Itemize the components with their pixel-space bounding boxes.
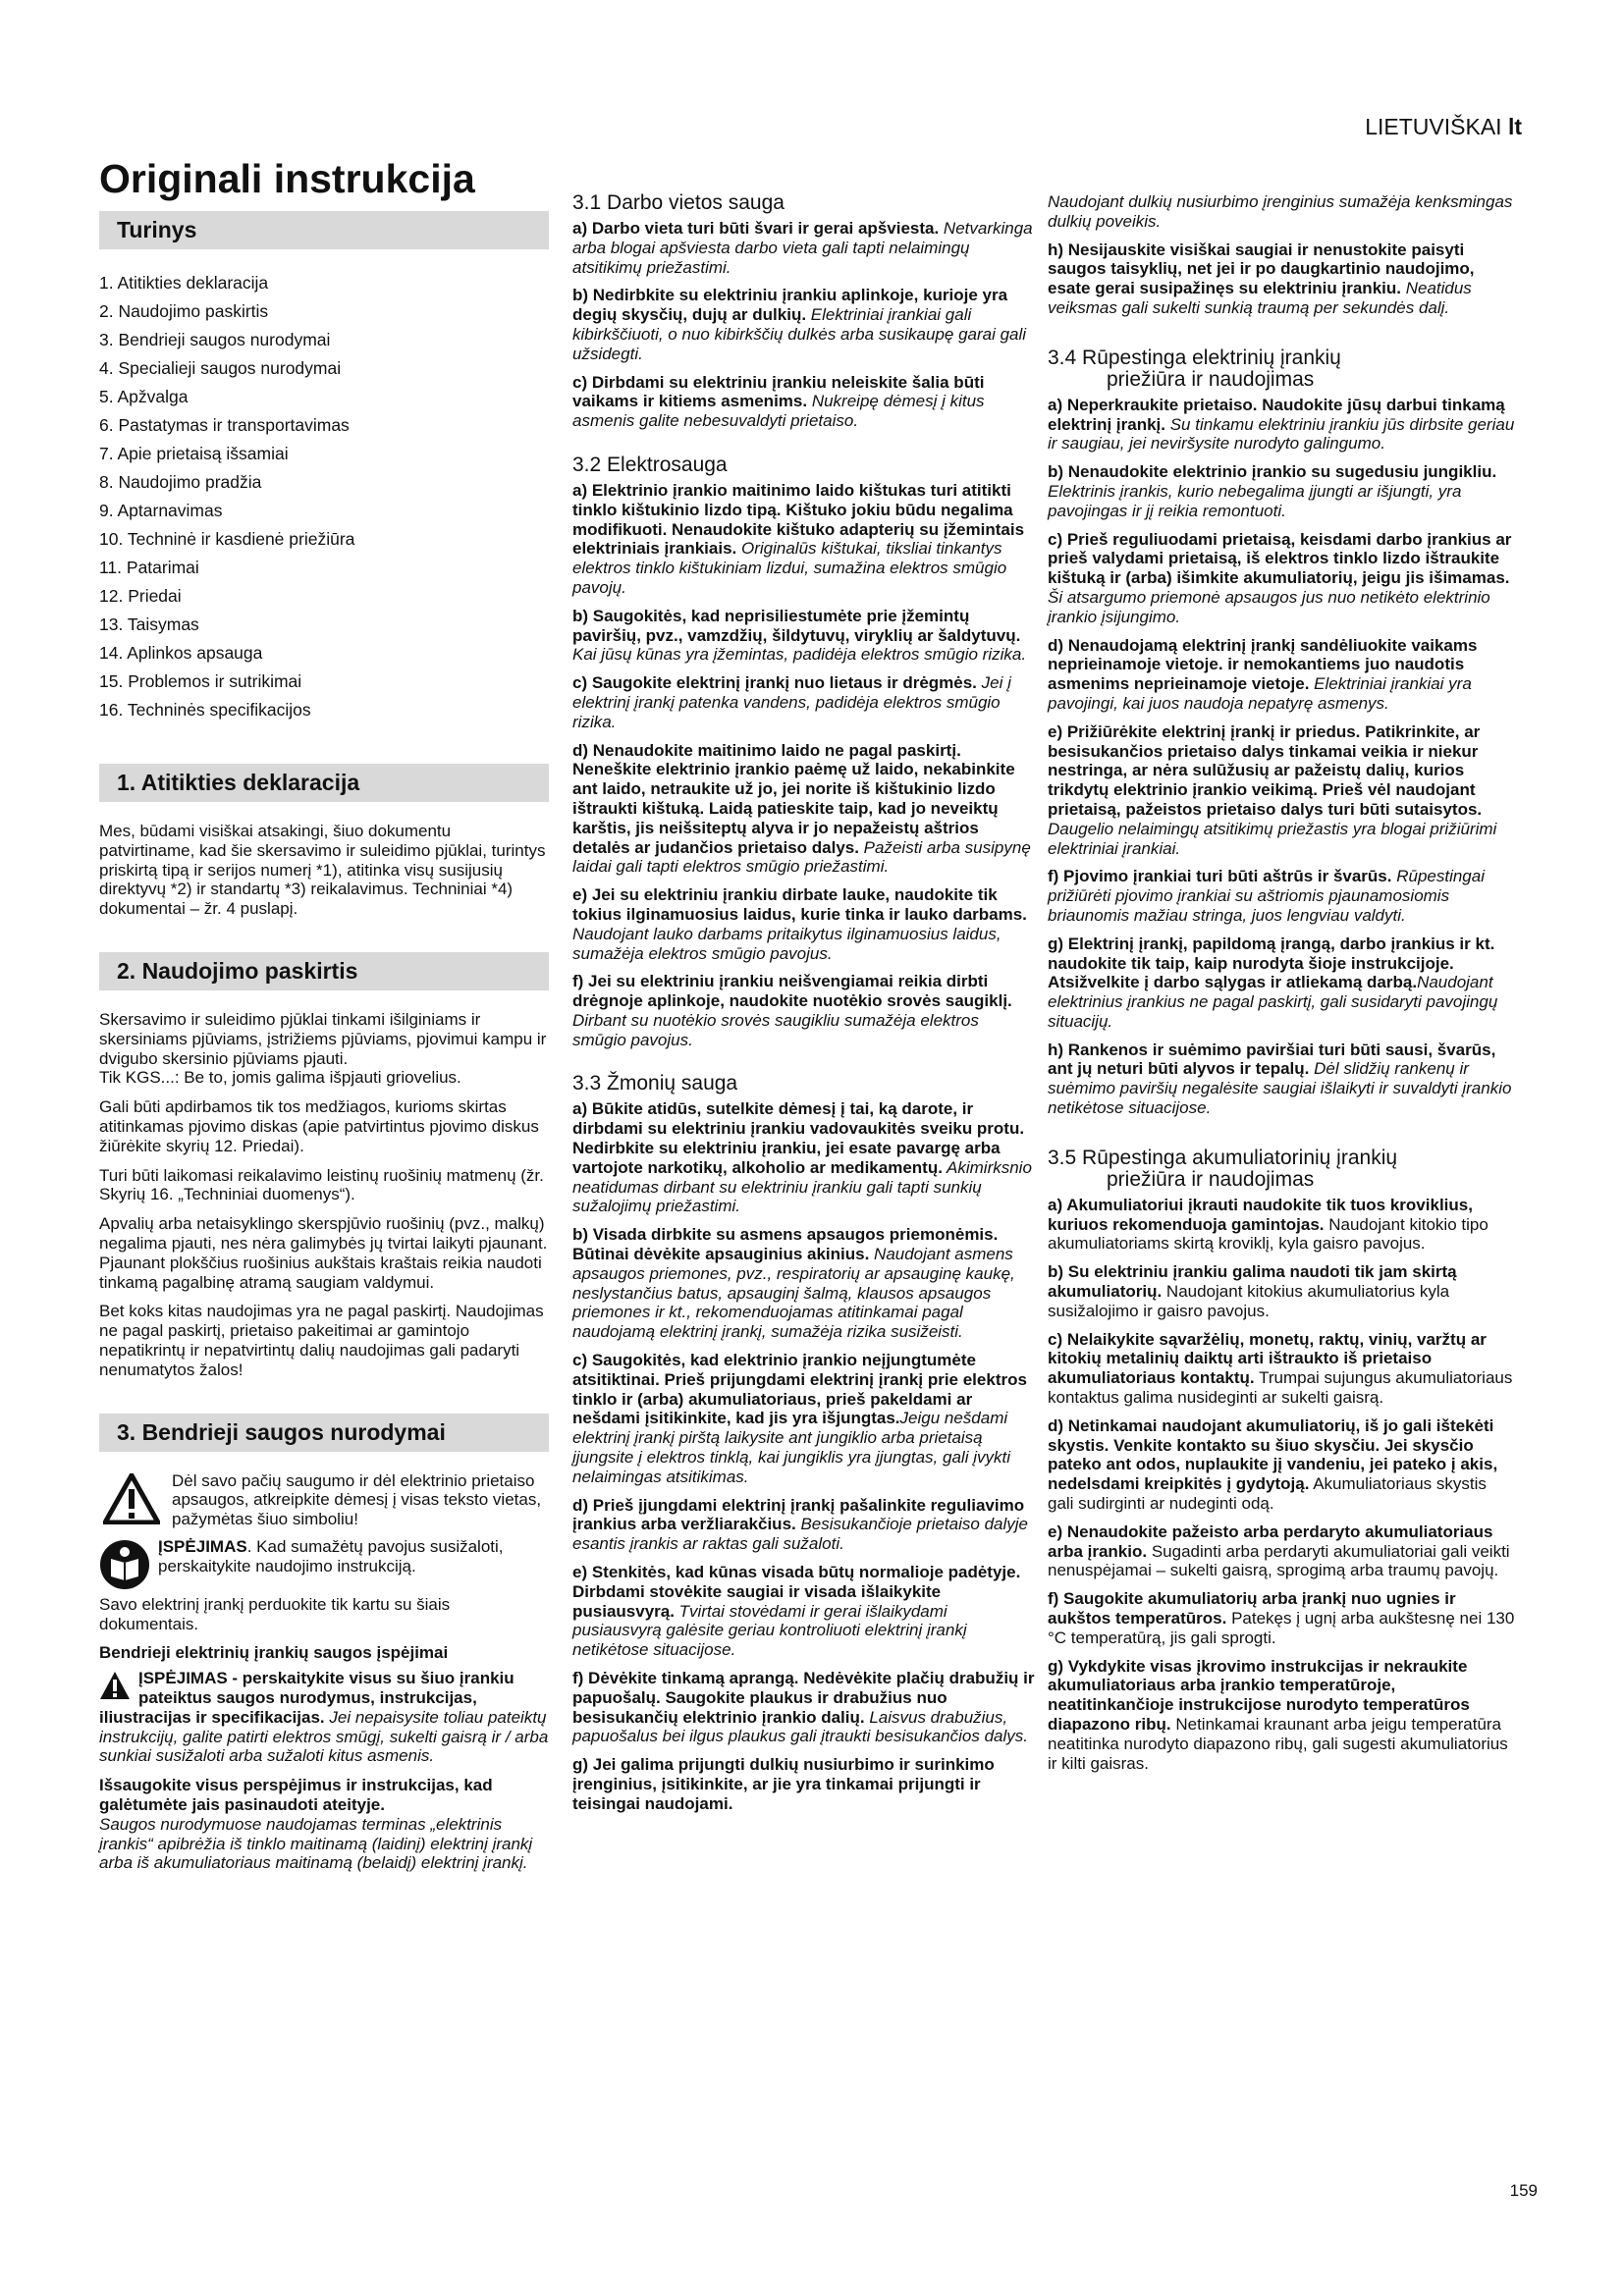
toc-item[interactable]: 16. Techninės specifikacijos <box>99 700 311 721</box>
rule-item: b) Visada dirbkite su asmens apsaugos priemonėmis. Būtinai dėvėkite apsauginius akinius. Naudojant asmens apsaugos priemones, pvz., respiratorių ar apsauginę kaukę, neslystančius batus, apsauginį šalmą, klausos apsaugos priemones ir kt., rekomenduojamas atitinkamai pagal naudojamą elektrinį įrankį, sumažėja rizika susižeisti. <box>572 1225 1015 1342</box>
rule-item: d) Nenaudojamą elektrinį įrankį sandėliuokite vaikams neprieinamoje vietoje. ir nemokantiems juo naudotis asmenims neprieinamoje vietoje. Elektriniai įrankiai yra pavojingi, kai juos naudoja nepatyrę asmenys. <box>1048 635 1478 713</box>
rule-item: h) Rankenos ir suėmimo paviršiai turi būti sausi, švarūs, ant jų neturi būti alyvos ir tepalų. Dėl slidžių rankenų ir suėmimo paviršių negalėsite saugiai išlaikyti ir suvaldyti įrankio netikėtose situacijose. <box>1048 1040 1512 1118</box>
section-3-3-heading: 3.3 Žmonių sauga <box>572 1072 738 1095</box>
read-manual-icon <box>99 1539 150 1595</box>
rule-item: a) Neperkraukite prietaiso. Naudokite jūsų darbui tinkamą elektrinį įrankį. Su tinkamu elektriniu įrankiu jūs dirbsite geriau ir saugiau, jei neviršysite nurodyto galingumo. <box>1048 395 1515 454</box>
rule-item: f) Jei su elektriniu įrankiu neišvengiamai reikia dirbti drėgnoje aplinkoje, naudokite nuotėkio srovės saugiklį. Dirbant su nuotėkio srovės saugikliu sumažėja elektros smūgio pavojus. <box>572 972 1012 1049</box>
section-3-paragraph: Savo elektrinį įrankį perduokite tik kartu su šiais dokumentais. <box>99 1594 451 1633</box>
rule-item: c) Saugokite elektrinį įrankį nuo lietaus ir drėgmės. Jei į elektrinį įrankį patenka vandens, padidėja elektros smūgio rizika. <box>572 673 1011 731</box>
rule-item: a) Darbo vieta turi būti švari ir gerai apšviesta. Netvarkinga arba blogai apšviesta darbo vieta gali tapti nelaimingų atsitikimų priežastimi. <box>572 219 1033 277</box>
rule-item: e) Jei su elektriniu įrankiu dirbate lauke, naudokite tik tokius ilginamuosius laidus, kurie tinka ir lauko darbams. Naudojant lauko darbams pritaikytus ilginamuosius laidus, sumažėja elektros smūgio pavojus. <box>572 885 1027 963</box>
rule-item: h) Nesijauskite visiškai saugiai ir nenustokite paisyti saugos taisyklių, net jei ir po daugkartinio naudojimo, esate gerai susipažinęs su elektriniu įrankiu. Neatidus veiksmas gali sukelti sunkią traumą per sekundės dalį. <box>1048 240 1475 317</box>
rule-item: b) Su elektriniu įrankiu galima naudoti tik jam skirtą akumuliatorių. Naudojant kitokius akumuliatorius kyla susižalojimo ir gaisro pavojus. <box>1048 1262 1457 1320</box>
document-title: Originali instrukcija <box>99 156 475 201</box>
rule-item: g) Vykdykite visas įkrovimo instrukcijas ir nekraukite akumuliatoriaus arba įrankio temperatūroje, neatitinkančioje instrukcijose nurodyto temperatūros diapazono ribų. Netinkamai kraunant arba jeigu temperatūra neatitinka nurodyto diapazono ribų, gali sugesti akumuliatorius ir kilti gaisras. <box>1048 1656 1508 1773</box>
read-manual-note: ĮSPĖJIMAS. Kad sumažėtų pavojus susižaloti, perskaitykite naudojimo instrukciją. <box>99 1537 549 1576</box>
warning-note: Dėl savo pačių saugumo ir dėl elektrinio prietaiso apsaugos, atkreipkite dėmesį į visas teksto vietas, pažymėtas šiuo simboliu! <box>99 1471 549 1529</box>
section-2-paragraph: Gali būti apdirbamos tik tos medžiagos, kurioms skirtas atitinkamas pjovimo diskas (apie patvirtintus pjovimo diskus žiūrėkite skyrių 12. Priedai). <box>99 1097 539 1155</box>
section-1-text: Mes, būdami visiškai atsakingi, šiuo dokumentu patvirtiname, kad šie skersavimo ir suleidimo pjūklai, turintys priskirtą tipą ir serijos numerį *1), atitinka visų susijusių direktyvų *2) ir standartų *3) reikalavimus. Techniniai *4) dokumentai – žr. 4 puslapį. <box>99 822 546 919</box>
section-3-5-heading: 3.5 Rūpestinga akumuliatorinių įrankių priežiūra ir naudojimas <box>1048 1146 1398 1191</box>
section-2-paragraph: Turi būti laikomasi reikalavimo leistinų ruošinių matmenų (žr. Skyrių 16. „Techniniai duomenys“). <box>99 1165 544 1204</box>
rule-item: e) Nenaudokite pažeisto arba perdaryto akumuliatoriaus arba įrankio. Sugadinti arba perdaryti akumuliatoriai gali veikti nenuspėjamai – sukelti gaisrą, sprogimą arba traumų pavojų. <box>1048 1522 1510 1580</box>
toc-item[interactable]: 2. Naudojimo paskirtis <box>99 301 269 322</box>
toc-item[interactable]: 15. Problemos ir sutrikimai <box>99 671 302 692</box>
rule-item: c) Prieš reguliuodami prietaisą, keisdami darbo įrankius ar prieš valydami prietaisą, iš elektros tinklo lizdo ištraukite kištuką ir (arba) išimkite akumuliatorių, jeigu jis išimamas. Ši atsargumo priemonė apsaugos jus nuo netikėto elektrinio įrankio įsijungimo. <box>1048 529 1512 626</box>
language-header: LIETUVIŠKAI lt <box>1365 114 1522 139</box>
rule-item: f) Dėvėkite tinkamą aprangą. Nedėvėkite plačių drabužių ir papuošalų. Saugokite plaukus ir drabužius nuo besisukančių elektrinio įrankio dalių. Laisvus drabužius, papuošalus bei ilgus plaukus gali įtraukti besisukančios dalys. <box>572 1669 1035 1746</box>
rule-item: a) Būkite atidūs, sutelkite dėmesį į tai, ką darote, ir dirbdami su elektriniu įrankiu vadovaukitės sveiku protu. Nedirbkite su elektriniu įrankiu, jei esate pavargę arba vartojote narkotikų, alkoholio ar medikamentų. Akimirksnio neatidumas dirbant su elektriniu įrankiu gali tapti sunkių sužalojimų priežastimi. <box>572 1099 1032 1216</box>
rule-item: d) Netinkamai naudojant akumuliatorių, iš jo gali ištekėti skystis. Venkite kontakto su šiuo skysčiu. Jei skysčio pateko ant odos, nuplaukite jį vandeniu, jei pateko į akis, nedelsdami kreipkitės į gydytoją. Akumuliatoriaus skystis gali sudirginti ar nudeginti odą. <box>1048 1415 1498 1514</box>
rule-item: e) Stenkitės, kad kūnas visada būtų normalioje padėtyje. Dirbdami stovėkite saugiai ir visada išlaikykite pusiausvyrą. Tvirtai stovėdami ir gerai išlaikydami pusiausvyrą galėsite geriau kontroliuoti elektrinį įrankį netikėtose situacijose. <box>572 1563 1021 1660</box>
rule-item: b) Nedirbkite su elektriniu įrankiu aplinkoje, kurioje yra degių skysčių, dujų ar dulkių. Elektriniai įrankiai gali kibirkščiuoti, o nuo kibirkščių dulkės arba susikaupę garai gali užsidegti. <box>572 286 1027 363</box>
toc-item[interactable]: 11. Patarimai <box>99 558 199 578</box>
rule-item: b) Saugokitės, kad neprisiliestumėte prie įžemintų paviršių, pvz., vamzdžių, šildytuvų, viryklių ar šaldytuvų. Kai jūsų kūnas yra įžemintas, padidėja elektros smūgio rizika. <box>572 606 1027 665</box>
column-3 <box>1048 192 1517 1782</box>
rule-item: f) Pjovimo įrankiai turi būti aštrūs ir švarūs. Rūpestingai prižiūrėti pjovimo įrankiai su aštriomis pjaunamosiomis briaunomis mažiau stringa, juos lengviau valdyti. <box>1048 867 1485 925</box>
section-3-4-heading: 3.4 Rūpestinga elektrinių įrankių priežiūra ir naudojimas <box>1048 346 1341 391</box>
toc-item[interactable]: 3. Bendrieji saugos nurodymai <box>99 330 331 350</box>
rule-item: c) Dirbdami su elektriniu įrankiu neleiskite šalia būti vaikams ir kitiems asmenims. Nukreipę dėmesį į kitus asmenis galite nebesuvaldyti prietaiso. <box>572 372 985 431</box>
toc-item[interactable]: 10. Techninė ir kasdienė priežiūra <box>99 529 355 550</box>
rule-item: f) Saugokite akumuliatorių arba įrankį nuo ugnies ir aukštos temperatūros. Patekęs į ugnį arba aukštesnę nei 130 °C temperatūrą, jis gali sprogti. <box>1048 1589 1515 1647</box>
toc-item[interactable]: 8. Naudojimo pradžia <box>99 472 262 493</box>
general-warnings-subheading: Bendrieji elektrinių įrankių saugos įspėjimai <box>99 1643 449 1663</box>
section-2-paragraph: Apvalių arba netaisyklingo skerspjūvio ruošinių (pvz., malkų) negalima pjauti, nes nėra galimybės jų tvirtai laikyti pjaunant. Pjaunant plokščius ruošinius aukštais kraštais reikia naudoti tinkamą pagalbinę atramą saugiam valdymui. <box>99 1214 548 1292</box>
section-2-heading: 2. Naudojimo paskirtis <box>99 952 549 990</box>
rule-item: a) Elektrinio įrankio maitinimo laido kištukas turi atitikti tinklo kištukinio lizdo tipą. Kištuko jokiu būdu negalima modifikuoti. Nenaudokite kištuko adapterių su įžemintais elektriniais įrankiais. Originalūs kištukai, tiksliai tinkantys elektros tinklo kištukiniam lizdui, sumažina elektros smūgio pavojų. <box>572 480 1025 597</box>
toc-item[interactable]: 6. Pastatymas ir transportavimas <box>99 415 350 436</box>
section-3-1-heading: 3.1 Darbo vietos sauga <box>572 191 785 214</box>
toc-item[interactable]: 14. Aplinkos apsauga <box>99 643 263 664</box>
column-1 <box>99 157 549 1883</box>
section-1-heading: 1. Atitikties deklaracija <box>99 764 549 802</box>
section-2-paragraph: Bet koks kitas naudojimas yra ne pagal paskirtį. Naudojimas ne pagal paskirtį, prietaiso pakeitimai ar gamintojo nepatikrintų ir nepatvirtintų dalių naudojimas gali padaryti nenumatytos žalos! <box>99 1302 544 1379</box>
toc-item[interactable]: 13. Taisymas <box>99 614 199 635</box>
warning-triangle-icon <box>103 1473 160 1529</box>
keep-instructions: Išsaugokite visus perspėjimus ir instrukcijas, kad galėtumėte jais pasinaudoti ateityje. Saugos nurodymuose naudojamas terminas „elektrinis įrankis“ apibrėžia iš tinklo maitinamą (laidinį) elektrinį įrankį arba iš akumuliatoriaus maitinamą (belaidį) elektrinį įrankį. <box>99 1776 533 1873</box>
column-2 <box>572 192 1036 1823</box>
general-warning: ĮSPĖJIMAS - perskaitykite visus su šiuo įrankiu pateiktus saugos nurodymus, instrukcijas, iliustracijas ir specifikacijas. Jei nepaisysite toliau pateiktų instrukcijų, galite patirti elektros smūgį, sukelti gaisrą ir / arba sunkiai susižaloti arba sužaloti kitus asmenis. <box>99 1669 549 1766</box>
rule-item: c) Nelaikykite sąvaržėlių, monetų, raktų, vinių, varžtų ar kitokių metalinių daiktų arti ištraukto iš prietaiso akumuliatoriaus kontaktų. Trumpai sujungus akumuliatoriaus kontaktus galima nusideginti ar sukelti gaisrą. <box>1048 1329 1513 1408</box>
section-3-2-heading: 3.2 Elektrosauga <box>572 453 728 476</box>
rule-item: g) Jei galima prijungti dulkių nusiurbimo ir surinkimo įrenginius, įsitikinkite, ar jie yra tinkamai prijungti ir teisingai naudojami. <box>572 1755 995 1813</box>
rule-item: a) Akumuliatoriui įkrauti naudokite tik tuos kroviklius, kuriuos rekomenduoja gamintojas. Naudojant kitokio tipo akumuliatoriams skirtą kroviklį, kyla gaisro pavojus. <box>1048 1195 1489 1254</box>
section-2-paragraph: Skersavimo ir suleidimo pjūklai tinkami išilginiams ir skersiniams pjūviams, įstrižiems pjūviams, pjovimui kampu ir dvigubo skersinio pjūviams pjauti. Tik KGS...: Be to, jomis galima išpjauti griovelius. <box>99 1010 547 1088</box>
rule-item: e) Prižiūrėkite elektrinį įrankį ir priedus. Patikrinkite, ar besisukančios prietaiso dalys tinkamai veikia ir niekur nestringa, ar nėra sulūžusių ar pažeistų dalių, kurios trikdytų elektrinio įrankio veikimą. Prieš vėl naudojant prietaisą, pažeistos prietaiso dalys turi būti sutaisytos. Daugelio nelaimingų atsitikimų priežastis yra blogai prižiūrimi elektriniai įrankiai. <box>1048 721 1497 858</box>
table-of-contents <box>99 269 549 724</box>
rule-item: g) Elektrinį įrankį, papildomą įrangą, darbo įrankius ir kt. naudokite tik taip, kaip nurodyta šioje instrukcijoje. Atsižvelkite į darbo sąlygas ir atliekamą darbą.Naudojant elektrinius įrankius ne pagal paskirtį, gali susidaryti pavojingų situacijų. <box>1048 934 1498 1031</box>
page-number: 159 <box>1509 2181 1538 2200</box>
toc-item[interactable]: 5. Apžvalga <box>99 387 189 407</box>
rule-item: d) Prieš įjungdami elektrinį įrankį pašalinkite reguliavimo įrankius arba veržliarakčius. Besisukančioje prietaiso dalyje esantis įrankis ar raktas gali sužaloti. <box>572 1495 1028 1554</box>
toc-item[interactable]: 4. Specialieji saugos nurodymai <box>99 358 342 379</box>
toc-heading: Turinys <box>99 211 549 249</box>
rule-item: b) Nenaudokite elektrinio įrankio su sugedusiu jungikliu. Elektrinis įrankis, kurio nebegalima įjungti ar išjungti, yra pavojingas ir jį reikia remontuoti. <box>1048 462 1497 520</box>
rule-item: d) Nenaudokite maitinimo laido ne pagal paskirtį. Neneškite elektrinio įrankio paėmę už laido, nekabinkite ant laido, netraukite už jo, jei norite iš kištukinio lizdo ištraukti kištuką. Laidą patieskite taip, kad jo neveiktų karštis, jis neišsiteptų alyva ir jo nepažeistų aštrios detalės ar judančios prietaiso dalys. Pažeisti arba susipynę laidai gali tapti elektros smūgio priežastimi. <box>572 740 1031 877</box>
toc-item[interactable]: 7. Apie prietaisą išsamiai <box>99 444 289 464</box>
section-3-heading: 3. Bendrieji saugos nurodymai <box>99 1414 549 1452</box>
toc-item[interactable]: 1. Atitikties deklaracija <box>99 273 269 294</box>
rule-item: c) Saugokitės, kad elektrinio įrankio neįjungtumėte atsitiktinai. Prieš prijungdami elektrinį įrankį prie elektros tinklo ir (arba) akumuliatoriaus, prieš pakeldami ar nešdami įsitikinkite, kad jis yra išjungtas.Jeigu nešdami elektrinį įrankį pirštą laikysite ant jungiklio arba prietaisą įjungsite į elektros tinklą, kai jungiklis yra įjungtas, gali įvykti nelaimingas atsitikimas. <box>572 1351 1027 1486</box>
toc-item[interactable]: 12. Priedai <box>99 586 182 607</box>
rule-item-continued: Naudojant dulkių nusiurbimo įrenginius sumažėja kenksmingas dulkių poveikis. <box>1048 192 1513 231</box>
toc-item[interactable]: 9. Aptarnavimas <box>99 501 223 521</box>
warning-triangle-icon <box>99 1671 131 1705</box>
